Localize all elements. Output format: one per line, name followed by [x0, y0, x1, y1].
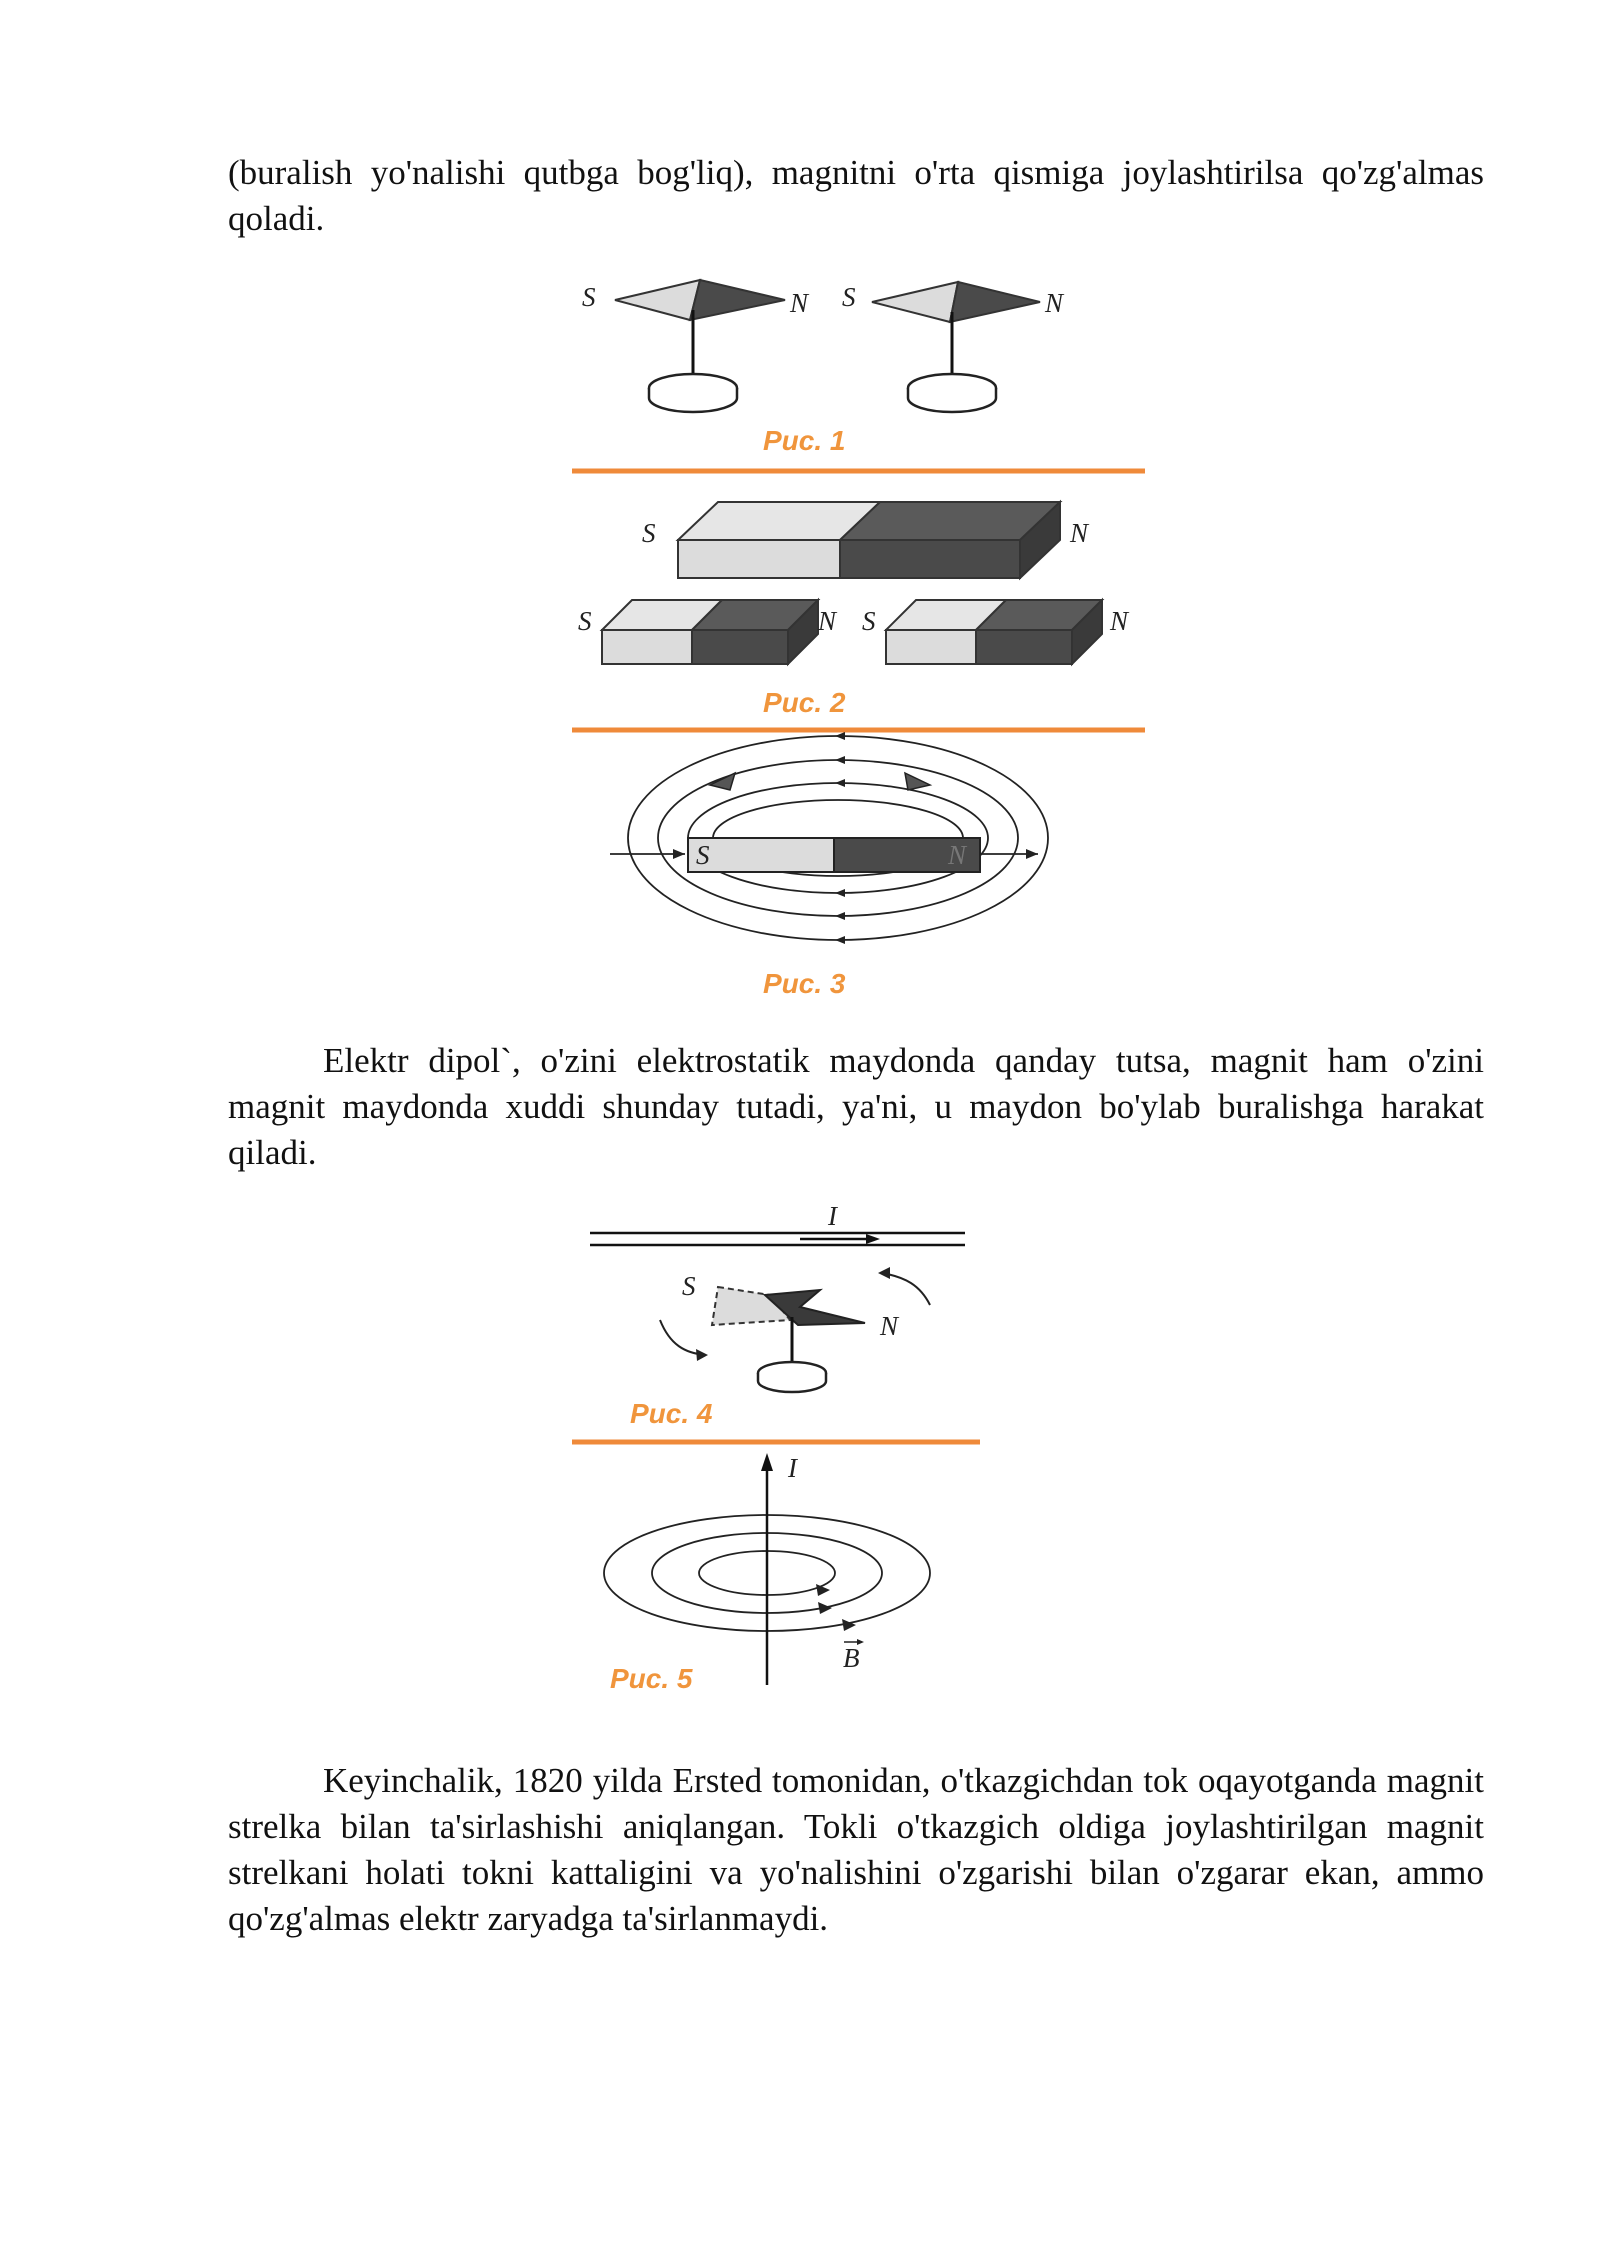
fig2-label-n-small2: N [1110, 606, 1129, 636]
fig3-label-s: S [696, 840, 710, 870]
small-bar-magnet-left [602, 600, 818, 664]
fig1-caption: Рис. 1 [763, 425, 846, 456]
fig5-label-b: B [843, 1643, 860, 1673]
fig2-label-s-small1: S [578, 606, 592, 636]
deflected-compass-needle [712, 1287, 865, 1392]
fig2-label-n-small1: N [818, 606, 837, 636]
fig1-label-n1: N [790, 288, 809, 318]
small-bar-magnet-right [886, 600, 1102, 664]
figures-4-5 [560, 1195, 1000, 1725]
compass-needle-left [615, 280, 785, 412]
fig5-label-i: I [788, 1453, 797, 1483]
compass-needle-right [872, 282, 1040, 412]
paragraph-3: Keyinchalik, 1820 yilda Ersted tomonidan, o'tkazgichdan tok oqayotganda magnit strelka bilan ta'sirlashishi aniqlangan. Tokli o'tkazgich oldiga joylashtirilgan magnit strelkani holati tokni kattaligini va yo'nalishini o'zgarishi bilan o'zgarar ekan, ammo qo'zg'almas elektr zaryadga ta'sirlanmaydi. [228, 1761, 1484, 1938]
conductor-wire [590, 1233, 965, 1245]
fig5-caption: Рис. 5 [610, 1663, 693, 1694]
fig4-label-i: I [828, 1201, 837, 1231]
field-arrow-middle [818, 1602, 832, 1614]
fig1-label-n2: N [1045, 288, 1064, 318]
paragraph-1: (buralish yo'nalishi qutbga bog'liq), magnitni o'rta qismiga joylashtirilsa qo'zg'almas qoladi. [228, 153, 1484, 238]
fig2-label-n-large: N [1070, 518, 1089, 548]
rotation-arrow-left [660, 1320, 705, 1355]
fig2-label-s-small2: S [862, 606, 876, 636]
fig1-label-s1: S [582, 282, 596, 312]
fig3-caption: Рис. 3 [763, 968, 846, 999]
fig4-label-n: N [880, 1311, 899, 1341]
fig1-label-s2: S [842, 282, 856, 312]
current-arrow [866, 1234, 880, 1244]
paragraph-2: Elektr dipol`, o'zini elektrostatik maydonda qanday tutsa, magnit ham o'zini magnit maydonda xuddi shunday tutadi, ya'ni, u maydon bo'ylab buralishga harakat qiladi. [228, 1041, 1484, 1172]
fig3-label-n: N [948, 840, 967, 870]
figures-1-3 [560, 270, 1160, 1020]
fig4-label-s: S [682, 1271, 696, 1301]
current-arrow-vertical [761, 1453, 773, 1471]
large-bar-magnet [678, 502, 1060, 578]
bar-magnet-fig3 [688, 838, 980, 872]
fig2-label-s-large: S [642, 518, 656, 548]
field-needle-right [905, 773, 930, 790]
fig4-caption: Рис. 4 [630, 1398, 713, 1429]
fig2-caption: Рис. 2 [763, 687, 846, 718]
field-arrow-outer [842, 1619, 856, 1631]
